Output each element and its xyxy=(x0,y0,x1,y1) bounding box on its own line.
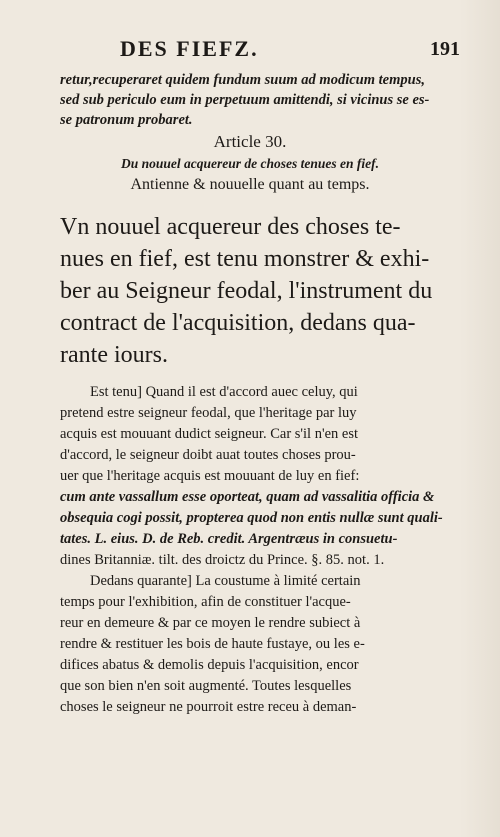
latin-line: retur,recuperaret quidem fundum suum ad modicum tempus, xyxy=(60,72,425,88)
gloss-line: que son bien n'en soit augmenté. Toutes lesquelles xyxy=(60,678,352,694)
gloss-line: dines Britanniæ. tilt. des droictz du Prince. §. 85. not. 1. xyxy=(60,552,385,568)
latin-line: se patronum probaret. xyxy=(60,112,193,128)
article-subheading: Du nouuel acquereur de choses tenues en fief. xyxy=(120,156,379,171)
gloss-latin-line: obsequia cogi possit, propterea quod non entis nullæ sunt quali- xyxy=(60,510,443,526)
gloss-line: difices abatus & demolis depuis l'acquisition, encor xyxy=(60,657,359,673)
page-edge-shading xyxy=(460,0,500,837)
gloss-line: rendre & restituer les bois de haute fustaye, ou les e- xyxy=(60,636,365,652)
article-text-line: Vn nouuel acquereur des choses te- xyxy=(60,214,401,240)
running-title: DES FIEFZ. xyxy=(120,36,259,61)
gloss-line: Dedans quarante] La coustume à limité certain xyxy=(90,573,361,589)
page-number: 191 xyxy=(430,38,460,60)
gloss-line: pretend estre seigneur feodal, que l'heritage par luy xyxy=(60,405,357,421)
gloss-line: uer que l'heritage acquis est mouuant de luy en fief: xyxy=(60,468,360,484)
article-note: Antienne & nouuelle quant au temps. xyxy=(130,176,370,193)
article-text-line: contract de l'acquisition, dedans qua- xyxy=(60,310,416,336)
gloss-line: temps pour l'exhibition, afin de constituer l'acque- xyxy=(60,594,351,610)
gloss-line: Est tenu] Quand il est d'accord auec celuy, qui xyxy=(90,384,358,400)
article-heading: Article 30. xyxy=(213,132,287,151)
latin-line: sed sub periculo eum in perpetuum amittendi, si vicinus se es- xyxy=(60,92,430,108)
gloss-line: reur en demeure & par ce moyen le rendre subiect à xyxy=(60,615,361,631)
gloss-line: acquis est mouuant dudict seigneur. Car s'il n'en est xyxy=(60,426,358,442)
gloss-line: choses le seigneur ne pourroit estre receu à deman- xyxy=(60,699,357,715)
gloss-latin-line: tates. L. eius. D. de Reb. credit. Argentræus in consuetu- xyxy=(60,531,398,547)
article-text-line: nues en fief, est tenu monstrer & exhi- xyxy=(60,246,430,272)
gloss-latin-line: cum ante vassallum esse oporteat, quam ad vassalitia officia & xyxy=(60,489,435,505)
article-text-line: rante iours. xyxy=(60,342,168,368)
gloss-line: d'accord, le seigneur doibt auat toutes choses prou- xyxy=(60,447,356,463)
running-head xyxy=(60,36,460,64)
article-text-line: ber au Seigneur feodal, l'instrument du xyxy=(60,278,433,304)
